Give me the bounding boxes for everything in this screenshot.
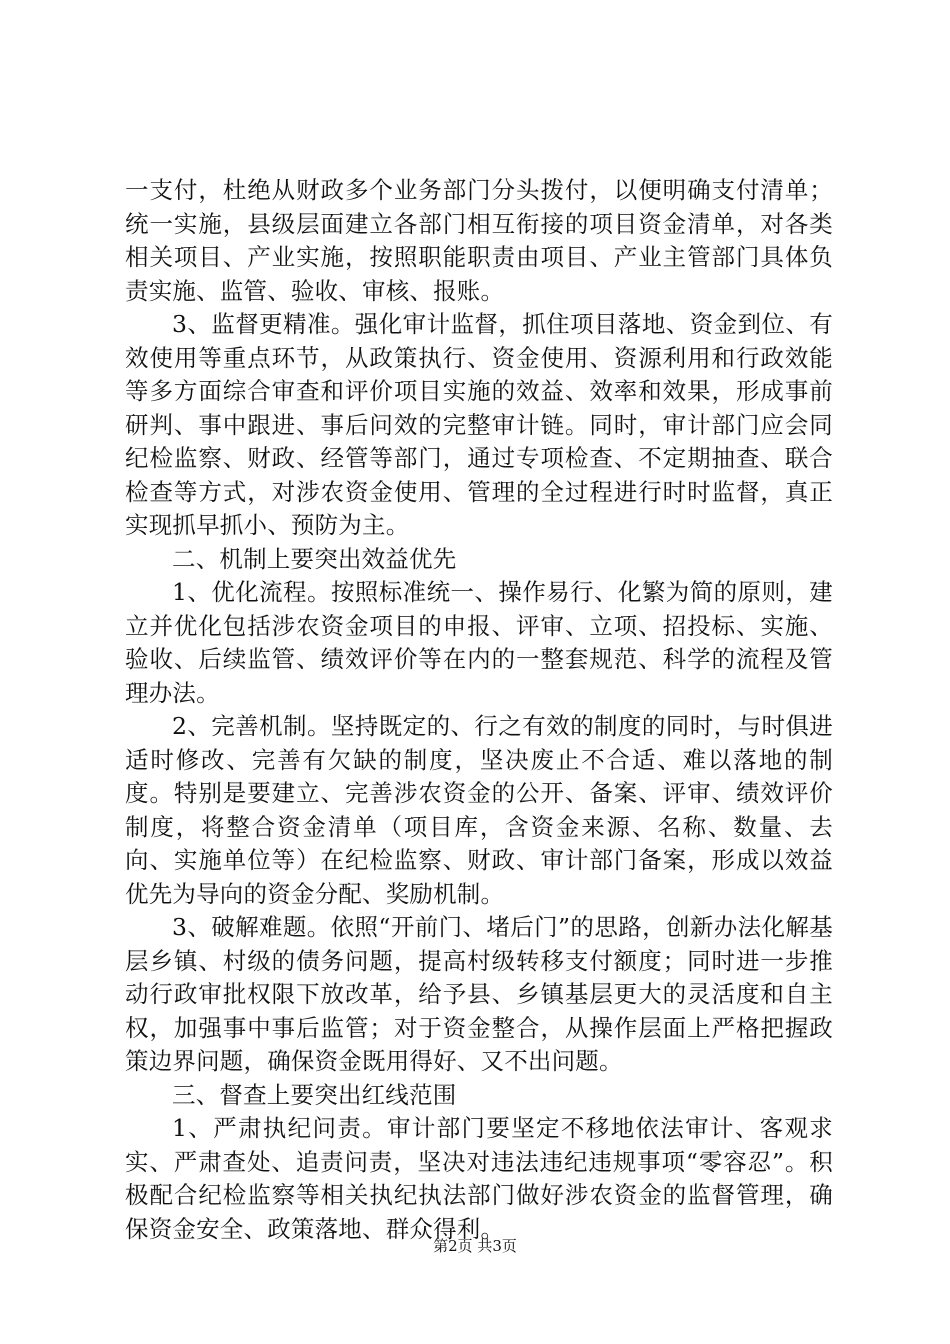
paragraph-4: 2、完善机制。坚持既定的、行之有效的制度的同时，与时俱进适时修改、完善有欠缺的制度，坚决废止不合适、难以落地的制度。特别是要建立、完善涉农资金的公开、备案、评审、绩效评价制度，将整合资金清单（项目库，含资金来源、名称、数量、去向、实施单位等）在纪检监察、财政、审计部门备案，形成以效益优先为导向的资金分配、奖励机制。 bbox=[125, 712, 833, 908]
paragraph-1: 一支付，杜绝从财政多个业务部门分头拨付，以便明确支付清单；统一实施，县级层面建立各部门相互衔接的项目资金清单，对各类相关项目、产业实施，按照职能职责由项目、产业主管部门具体负责实施、监管、验收、审核、报账。 bbox=[125, 176, 833, 305]
paragraph-5: 3、破解难题。依照“开前门、堵后门”的思路，创新办法化解基层乡镇、村级的债务问题，提高村级转移支付额度；同时进一步推动行政审批权限下放改革，给予县、乡镇基层更大的灵活度和自主权，加强事中事后监管；对于资金整合，从操作层面上严格把握政策边界问题，确保资金既用得好、又不出问题。 bbox=[125, 913, 833, 1075]
paragraph-6: 1、严肃执纪问责。审计部门要坚定不移地依法审计、客观求实、严肃查处、追责问责，坚决对违法违纪违规事项“零容忍”。积极配合纪检监察等相关执纪执法部门做好涉农资金的监督管理，确保资金安全、政策落地、群众得利。 bbox=[125, 1114, 833, 1243]
paragraph-3: 1、优化流程。按照标准统一、操作易行、化繁为简的原则，建立并优化包括涉农资金项目的申报、评审、立项、招投标、实施、验收、后续监管、绩效评价等在内的一整套规范、科学的流程及管理办法。 bbox=[125, 578, 833, 707]
page-footer: 第2页 共3页 bbox=[433, 1237, 517, 1255]
document-body bbox=[125, 174, 833, 1246]
section-heading-2: 二、机制上要突出效益优先 bbox=[172, 544, 457, 573]
paragraph-2: 3、监督更精准。强化审计监督，抓住项目落地、资金到位、有效使用等重点环节，从政策执行、资金使用、资源利用和行政效能等多方面综合审查和评价项目实施的效益、效率和效果，形成事前研判、事中跟进、事后问效的完整审计链。同时，审计部门应会同纪检监察、财政、经管等部门，通过专项检查、不定期抽查、联合检查等方式，对涉农资金使用、管理的全过程进行时时监督，真正实现抓早抓小、预防为主。 bbox=[125, 310, 833, 539]
section-heading-3: 三、督查上要突出红线范围 bbox=[172, 1080, 457, 1109]
